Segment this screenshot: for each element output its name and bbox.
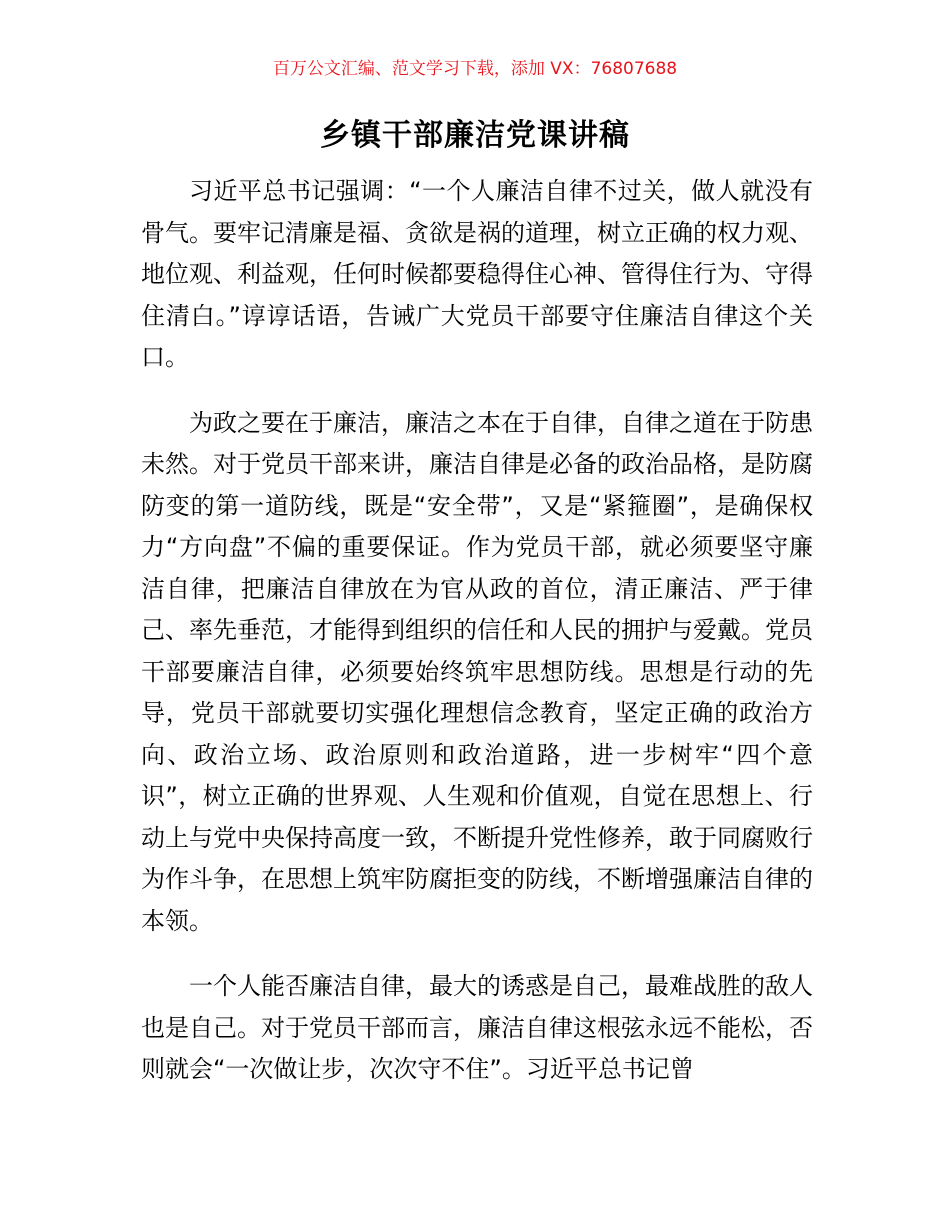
- body-paragraph-3: 一个人能否廉洁自律，最大的诱惑是自己，最难战胜的敌人也是自己。对于党员干部而言，廉洁自律这根弦永远不能松，否则就会“一次做让步，次次守不住”。习近平总书记曾: [141, 972, 813, 1083]
- document-title: 乡镇干部廉洁党课讲稿: [320, 118, 630, 153]
- body-paragraph-2: 为政之要在于廉洁，廉洁之本在于自律，自律之道在于防患未然。对于党员干部来讲，廉洁自律是必备的政治品格，是防腐防变的第一道防线，既是“安全带”，又是“紧箍圈”，是确保权力“方向盘”不偏的重要保证。作为党员干部，就必须要坚守廉洁自律，把廉洁自律放在为官从政的首位，清正廉洁、严于律己、率先垂范，才能得到组织的信任和人民的拥护与爱戴。党员干部要廉洁自律，必须要始终筑牢思想防线。思想是行动的先导，党员干部就要切实强化理想信念教育，坚定正确的政治方向、政治立场、政治原则和政治道路，进一步树牢“四个意识”，树立正确的世界观、人生观和价值观，自觉在思想上、行动上与党中央保持高度一致，不断提升党性修养，敢于同腐败行为作斗争，在思想上筑牢防腐拒变的防线，不断增强廉洁自律的本领。: [141, 408, 813, 935]
- header-promo-note: 百万公文汇编、范文学习下载，添加 VX：76807688: [272, 59, 678, 79]
- body-paragraph-1: 习近平总书记强调：“一个人廉洁自律不过关，做人就没有骨气。要牢记清廉是福、贪欲是祸的道理，树立正确的权力观、地位观、利益观，任何时候都要稳得住心神、管得住行为、守得住清白。”谆谆话语，告诫广大党员干部要守住廉洁自律这个关口。: [141, 177, 813, 371]
- document-body: [141, 171, 813, 1115]
